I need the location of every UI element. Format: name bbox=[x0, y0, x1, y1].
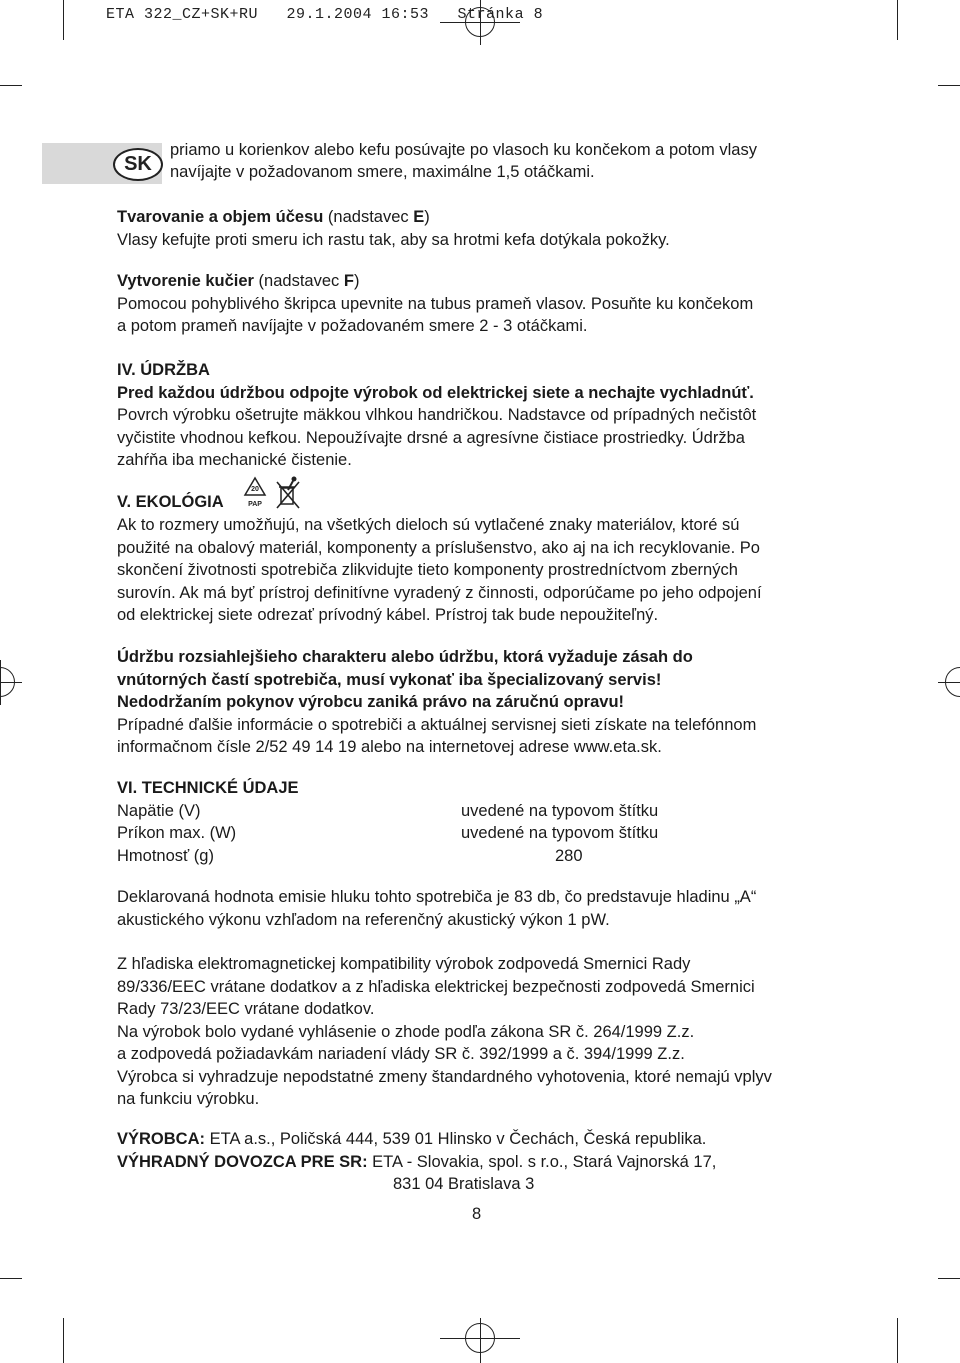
udrzba-heading bbox=[117, 359, 837, 382]
emc-line: Z hľadiska elektromagnetickej kompatibility výrobok zodpovedá Smernici Rady bbox=[117, 955, 691, 973]
servis-bold-line bbox=[117, 691, 837, 714]
emc-line: na funkciu výrobku. bbox=[117, 1090, 260, 1108]
section-ekologia bbox=[117, 514, 837, 627]
kucier-line: a potom prameň navíjajte v požadovaném smere 2 - 3 otáčkami. bbox=[117, 317, 588, 335]
dovozca-value: ETA - Slovakia, spol. s r.o., Stará Vajnorská 17, bbox=[367, 1152, 717, 1171]
attachment-letter: E bbox=[413, 208, 425, 226]
udrzba-heading-text: IV. ÚDRŽBA bbox=[117, 361, 210, 379]
emc-line: 89/336/EEC vrátane dodatkov a z hľadiska elektrickej bezpečnosti zodpovedá Smernici bbox=[117, 977, 755, 996]
servis-bold-text: Údržbu rozsiahlejšieho charakteru alebo údržbu, ktorá vyžaduje zásah do bbox=[117, 648, 693, 666]
crop-mark-bottom-left bbox=[63, 1318, 64, 1363]
print-slug: ETA 322_CZ+SK+RU 29.1.2004 16:53 Stránka 8 bbox=[106, 6, 544, 23]
dovozca-label: VÝHRADNÝ DOVOZCA PRE SR: bbox=[117, 1152, 368, 1171]
intro-line: navíjajte v požadovanom smere, maximálne 1,5 otáčkami. bbox=[170, 162, 595, 181]
spec-row bbox=[117, 800, 837, 823]
emc-line: Výrobca si vyhradzuje nepodstatné zmeny štandardného vyhotovenia, ktoré nemajú vplyv bbox=[117, 1067, 772, 1086]
kucier-heading bbox=[117, 270, 837, 293]
paren-close: ) bbox=[353, 272, 360, 290]
spec-label: Príkon max. (W) bbox=[117, 824, 237, 842]
kucier-title: Vytvorenie kučier bbox=[117, 272, 254, 290]
servis-bold-line bbox=[117, 669, 837, 692]
vyrobca-value: ETA a.s., Poličská 444, 539 01 Hlinsko v Čechách, Česká republika. bbox=[205, 1130, 707, 1148]
registration-line-right-h bbox=[938, 682, 960, 683]
emc-line: Na výrobok bolo vydané vyhlásenie o zhode podľa zákona SR č. 264/1999 Z.z. bbox=[117, 1022, 695, 1041]
kucier-line: Pomocou pohyblivého škripca upevnite na tubus prameň vlasov. Posuňte ku končekom bbox=[117, 294, 754, 313]
crop-mark-bottom-right bbox=[897, 1318, 898, 1363]
spec-label: Hmotnosť (g) bbox=[117, 846, 214, 865]
servis-line: Prípadné ďalšie informácie o spotrebiči a aktuálnej servisnej sieti získate na telefónnom bbox=[117, 715, 757, 734]
section-hluk bbox=[117, 886, 837, 931]
registration-line-bottom-h bbox=[440, 1338, 520, 1339]
spec-label: Napätie (V) bbox=[117, 801, 201, 820]
servis-bold-text: Nedodržaním pokynov výrobcu zaniká právo na záručnú opravu! bbox=[117, 693, 625, 711]
recycle-code: PAP bbox=[248, 501, 262, 508]
paren-open: (nadstavec bbox=[253, 272, 344, 290]
emc-line: a zodpovedá požiadavkám nariadení vlády SR č. 392/1999 a č. 394/1999 Z.z. bbox=[117, 1045, 685, 1063]
section-tvarovanie bbox=[117, 206, 837, 251]
udrzba-warning bbox=[117, 382, 837, 405]
recycling-triangle-icon bbox=[245, 478, 265, 508]
registration-line-bottom-v bbox=[480, 1318, 481, 1363]
hluk-line: akustického výkonu vzhľadom na referenčný akustický výkon 1 pW. bbox=[117, 910, 610, 929]
section-servis bbox=[117, 646, 837, 759]
ekologia-icons bbox=[243, 476, 301, 512]
crop-mark-left-upper bbox=[0, 85, 22, 86]
udrzba-warning-text: Pred každou údržbou odpojte výrobok od elektrickej siete a nechajte vychladnúť. bbox=[117, 383, 754, 402]
intro-paragraph bbox=[170, 140, 830, 183]
registration-line-left-h bbox=[0, 682, 22, 683]
vyrobca-line bbox=[117, 1128, 837, 1151]
tvarovanie-text: Vlasy kefujte proti smeru ich rastu tak, aby sa hrotmi kefa dotýkala pokožky. bbox=[117, 230, 670, 249]
crop-mark-top-right bbox=[897, 0, 898, 40]
spec-value: 280 bbox=[555, 846, 583, 865]
paren-open: (nadstavec bbox=[323, 208, 414, 226]
language-badge: SK bbox=[113, 148, 163, 181]
crop-mark-left-lower bbox=[0, 1278, 22, 1279]
section-emc bbox=[117, 953, 837, 1111]
hluk-line: Deklarovaná hodnota emisie hluku tohto spotrebiča je 83 db, čo predstavuje hladinu „A“ bbox=[117, 888, 757, 906]
udrzba-line: zahŕňa iba mechanické čistenie. bbox=[117, 451, 352, 469]
section-udrzba bbox=[117, 359, 837, 472]
crop-mark-top-left bbox=[63, 0, 64, 40]
ekologia-line: surovín. Ak má byť prístroj definitívne vyradený z činnosti, odporúčame po jeho odpojení bbox=[117, 583, 762, 602]
servis-bold-line bbox=[117, 646, 837, 669]
vyrobca-label: VÝROBCA: bbox=[117, 1130, 206, 1148]
registration-line-left-v bbox=[0, 660, 1, 705]
emc-line: Rady 73/23/EEC vrátane dodatkov. bbox=[117, 1000, 375, 1018]
spec-value: uvedené na typovom štítku bbox=[461, 824, 659, 842]
technicke-heading bbox=[117, 777, 837, 800]
spec-row bbox=[117, 822, 837, 845]
section-vyrobca bbox=[117, 1128, 837, 1196]
ekologia-heading bbox=[117, 491, 837, 514]
waste-bin-icon bbox=[277, 477, 299, 509]
udrzba-line: vyčistite vhodnou kefkou. Nepoužívajte drsné a agresívne čistiace prostriedky. Údržba bbox=[117, 428, 745, 447]
tvarovanie-heading bbox=[117, 206, 837, 229]
servis-line: informačnom čísle 2/52 49 14 19 alebo na internetovej adrese www.eta.sk. bbox=[117, 738, 662, 756]
intro-line: priamo u korienkov alebo kefu posúvajte po vlasoch ku končekom a potom vlasy bbox=[170, 141, 757, 159]
servis-bold-text: vnútorných častí spotrebiča, musí vykonať iba špecializovaný servis! bbox=[117, 670, 662, 689]
spec-value: uvedené na typovom štítku bbox=[461, 801, 659, 820]
ekologia-heading-text: V. EKOLÓGIA bbox=[117, 493, 224, 511]
section-kucier bbox=[117, 270, 837, 338]
crop-mark-right-upper bbox=[938, 85, 960, 86]
udrzba-line: Povrch výrobku ošetrujte mäkkou vlhkou handričkou. Nadstavce od prípadných nečistôt bbox=[117, 406, 757, 424]
dovozca-city: 831 04 Bratislava 3 bbox=[393, 1175, 535, 1193]
section-technicke bbox=[117, 777, 837, 867]
ekologia-line: Ak to rozmery umožňujú, na všetkých dieloch sú vytlačené znaky materiálov, ktoré sú bbox=[117, 516, 740, 534]
crop-mark-right-lower bbox=[938, 1278, 960, 1279]
ekologia-line: skončení životnosti spotrebiča zlikvidujte tieto komponenty prostredníctvom zberných bbox=[117, 561, 738, 579]
ekologia-line: od elektrickej siete odrezať prívodný kábel. Prístroj tak bude nepoužiteľný. bbox=[117, 606, 659, 624]
ekologia-line: použité na obalový materiál, komponenty a príslušenstvo, ako aj na ich recyklovanie. Po bbox=[117, 538, 760, 557]
attachment-letter: F bbox=[343, 272, 354, 290]
spec-row bbox=[117, 845, 837, 868]
technicke-heading-text: VI. TECHNICKÉ ÚDAJE bbox=[117, 779, 299, 797]
paren-close: ) bbox=[424, 208, 430, 226]
page-number: 8 bbox=[472, 1205, 482, 1223]
recycle-number: 20 bbox=[251, 486, 259, 493]
tvarovanie-title: Tvarovanie a objem účesu bbox=[117, 208, 324, 226]
dovozca-line bbox=[117, 1151, 837, 1174]
